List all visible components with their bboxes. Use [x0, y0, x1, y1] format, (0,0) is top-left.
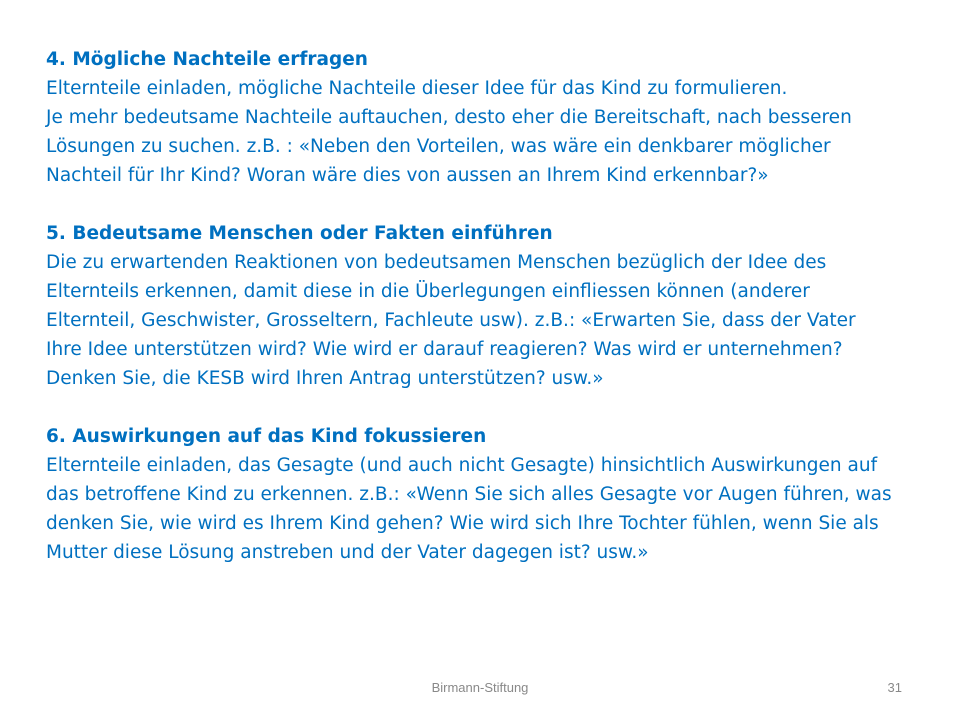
section-text-line: Je mehr bedeutsame Nachteile auftauchen, desto eher die Bereitschaft, nach besseren: [46, 107, 852, 128]
section-text-line: denken Sie, wie wird es Ihrem Kind gehen? Wie wird sich Ihre Tochter fühlen, wenn Sie als: [46, 513, 879, 534]
section-4-possible-disadvantages: [46, 45, 936, 190]
section-text-line: das betroffene Kind zu erkennen. z.B.: «Wenn Sie sich alles Gesagte vor Augen führen, was: [46, 484, 892, 505]
section-text-line: Die zu erwartenden Reaktionen von bedeutsamen Menschen bezüglich der Idee des: [46, 252, 827, 273]
section-6-impact-on-child: [46, 422, 936, 567]
section-text-line: Elternteile einladen, das Gesagte (und auch nicht Gesagte) hinsichtlich Auswirkungen auf: [46, 455, 878, 476]
section-heading: 6. Auswirkungen auf das Kind fokussieren: [46, 426, 487, 447]
section-text-line: Denken Sie, die KESB wird Ihren Antrag unterstützen? usw.»: [46, 368, 604, 389]
footer-label: Birmann-Stiftung: [431, 680, 529, 695]
section-text-line: Elternteils erkennen, damit diese in die Überlegungen einfliessen können (anderer: [46, 281, 810, 302]
section-heading: 4. Mögliche Nachteile erfragen: [46, 49, 368, 70]
section-text-line: Mutter diese Lösung anstreben und der Vater dagegen ist? usw.»: [46, 542, 649, 563]
section-text-line: Lösungen zu suchen. z.B. : «Neben den Vorteilen, was wäre ein denkbarer möglicher: [46, 136, 831, 157]
section-text-line: Nachteil für Ihr Kind? Woran wäre dies von aussen an Ihrem Kind erkennbar?»: [46, 165, 769, 186]
section-text-line: Elternteile einladen, mögliche Nachteile dieser Idee für das Kind zu formulieren.: [46, 78, 788, 99]
section-text-line: Ihre Idee unterstützen wird? Wie wird er darauf reagieren? Was wird er unternehmen?: [46, 339, 843, 360]
slide-content: [46, 45, 936, 567]
section-text-line: Elternteil, Geschwister, Grosseltern, Fachleute usw). z.B.: «Erwarten Sie, dass der Vater: [46, 310, 856, 331]
section-heading: 5. Bedeutsame Menschen oder Fakten einführen: [46, 223, 553, 244]
section-5-significant-people: [46, 219, 936, 393]
page-number: 31: [887, 680, 902, 695]
